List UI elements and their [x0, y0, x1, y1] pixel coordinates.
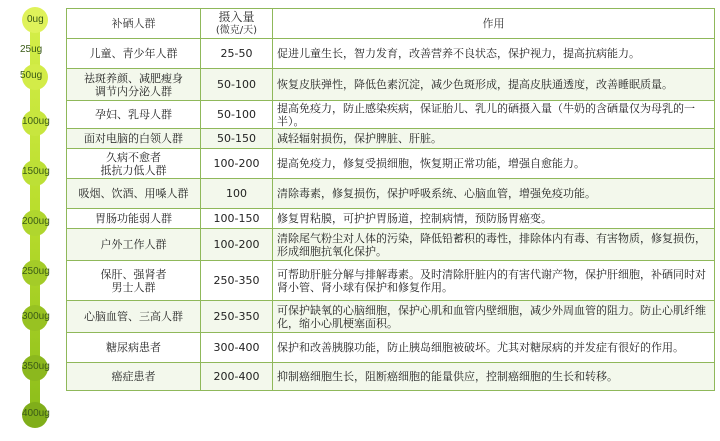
- group-line: 保肝、强肾者: [100, 267, 167, 281]
- group-line: 久病不愈者: [106, 150, 161, 164]
- cell-group: [67, 301, 201, 333]
- cell-effect: 可帮助肝脏分解与排解毒素。及时清除肝脏内的有害代谢产物，保护肝细胞，补硒同时对肾小管、肾小球有保护和修复作用。: [273, 261, 715, 301]
- cell-group: [67, 129, 201, 149]
- table-row: [67, 149, 715, 179]
- cell-group: [67, 363, 201, 391]
- header-group: 补硒人群: [67, 9, 201, 39]
- cell-effect: 抑制癌细胞生长，阻断癌细胞的能量供应，控制癌细胞的生长和转移。: [273, 363, 715, 391]
- cell-effect: 提高免疫力，修复受损细胞，恢复期正常功能，增强自愈能力。: [273, 149, 715, 179]
- group-line: 糖尿病患者: [106, 341, 161, 354]
- table-row: [67, 129, 715, 149]
- group-line: 儿童、青少年人群: [89, 47, 178, 60]
- cell-intake: 100-200: [201, 149, 273, 179]
- header-intake: [201, 9, 273, 39]
- table-row: [67, 69, 715, 101]
- selenium-table: [66, 8, 715, 391]
- cell-intake: 250-350: [201, 301, 273, 333]
- table-row: [67, 363, 715, 391]
- cell-effect: 促进儿童生长，智力发育，改善营养不良状态，保护视力，提高抗病能力。: [273, 39, 715, 69]
- cell-group: [67, 39, 201, 69]
- cell-effect: 修复胃粘膜，可护护胃肠道，控制病情，预防肠胃癌变。: [273, 209, 715, 229]
- group-line: 男士人群: [111, 280, 156, 294]
- cell-intake: 300-400: [201, 333, 273, 363]
- cell-group: [67, 69, 201, 101]
- table-row: [67, 261, 715, 301]
- scale-label: 250ug: [22, 266, 50, 277]
- group-line: 胃肠功能弱人群: [95, 212, 172, 225]
- group-line: 癌症患者: [111, 370, 156, 383]
- group-line: 抵抗力低人群: [100, 163, 167, 177]
- cell-group: [67, 101, 201, 129]
- scale-label: 350ug: [22, 361, 50, 372]
- group-line: 面对电脑的白领人群: [84, 132, 183, 145]
- table-row: [67, 179, 715, 209]
- table-row: [67, 101, 715, 129]
- intake-scale: [0, 0, 70, 441]
- cell-group: [67, 209, 201, 229]
- table-row: [67, 301, 715, 333]
- scale-label: 50ug: [20, 70, 43, 81]
- scale-label: 300ug: [22, 311, 50, 322]
- cell-intake: 250-350: [201, 261, 273, 301]
- cell-effect: 减轻辐射损伤，保护脾脏、肝脏。: [273, 129, 715, 149]
- scale-label: 200ug: [22, 216, 50, 227]
- group-line: 祛斑养颜、减肥瘦身: [84, 71, 183, 85]
- group-line: 户外工作人群: [100, 238, 167, 251]
- cell-intake: 50-100: [201, 69, 273, 101]
- scale-label: 100ug: [22, 116, 50, 127]
- table-header-row: [67, 9, 715, 39]
- scale-label: 400ug: [22, 408, 50, 419]
- cell-group: [67, 179, 201, 209]
- header-intake-unit: (微克/天): [215, 24, 258, 36]
- header-intake-label: 摄入量: [218, 9, 255, 24]
- table-row: [67, 39, 715, 69]
- cell-intake: 100: [201, 179, 273, 209]
- table-row: [67, 333, 715, 363]
- group-line: 吸烟、饮酒、用嗓人群: [78, 187, 189, 200]
- cell-intake: 50-100: [201, 101, 273, 129]
- group-line: 调节内分泌人群: [95, 84, 172, 98]
- cell-effect: 保护和改善胰腺功能，防止胰岛细胞被破坏。尤其对糖尿病的并发症有很好的作用。: [273, 333, 715, 363]
- cell-group: [67, 333, 201, 363]
- cell-intake: 100-200: [201, 229, 273, 261]
- cell-effect: 可保护缺氧的心脑细胞，保护心肌和血管内壁细胞，减少外周血管的阻力。防止心肌纤维化，缩小心肌梗塞面积。: [273, 301, 715, 333]
- cell-group: [67, 229, 201, 261]
- cell-effect: 清除尾气粉尘对人体的污染，降低铅蓄积的毒性，排除体内有毒、有害物质，修复损伤，形成细胞抗氧化保护。: [273, 229, 715, 261]
- cell-group: [67, 261, 201, 301]
- header-effect: 作用: [273, 9, 715, 39]
- cell-effect: 提高免疫力，防止感染疾病，保证胎儿、乳儿的硒摄入量（牛奶的含硒量仅为母乳的一半）。: [273, 101, 715, 129]
- table-row: [67, 209, 715, 229]
- cell-effect: 恢复皮肤弹性，降低色素沉淀，减少色斑形成，提高皮肤通透度，改善睡眠质量。: [273, 69, 715, 101]
- cell-intake: 50-150: [201, 129, 273, 149]
- scale-label: 0ug: [27, 14, 44, 25]
- cell-effect: 清除毒素，修复损伤，保护呼吸系统、心脑血管，增强免疫功能。: [273, 179, 715, 209]
- cell-intake: 200-400: [201, 363, 273, 391]
- cell-intake: 25-50: [201, 39, 273, 69]
- table-row: [67, 229, 715, 261]
- scale-label: 150ug: [22, 166, 50, 177]
- group-line: 心脑血管、三高人群: [84, 310, 183, 323]
- cell-intake: 100-150: [201, 209, 273, 229]
- group-line: 孕妇、乳母人群: [95, 108, 172, 121]
- cell-group: [67, 149, 201, 179]
- scale-label: 25ug: [20, 44, 43, 55]
